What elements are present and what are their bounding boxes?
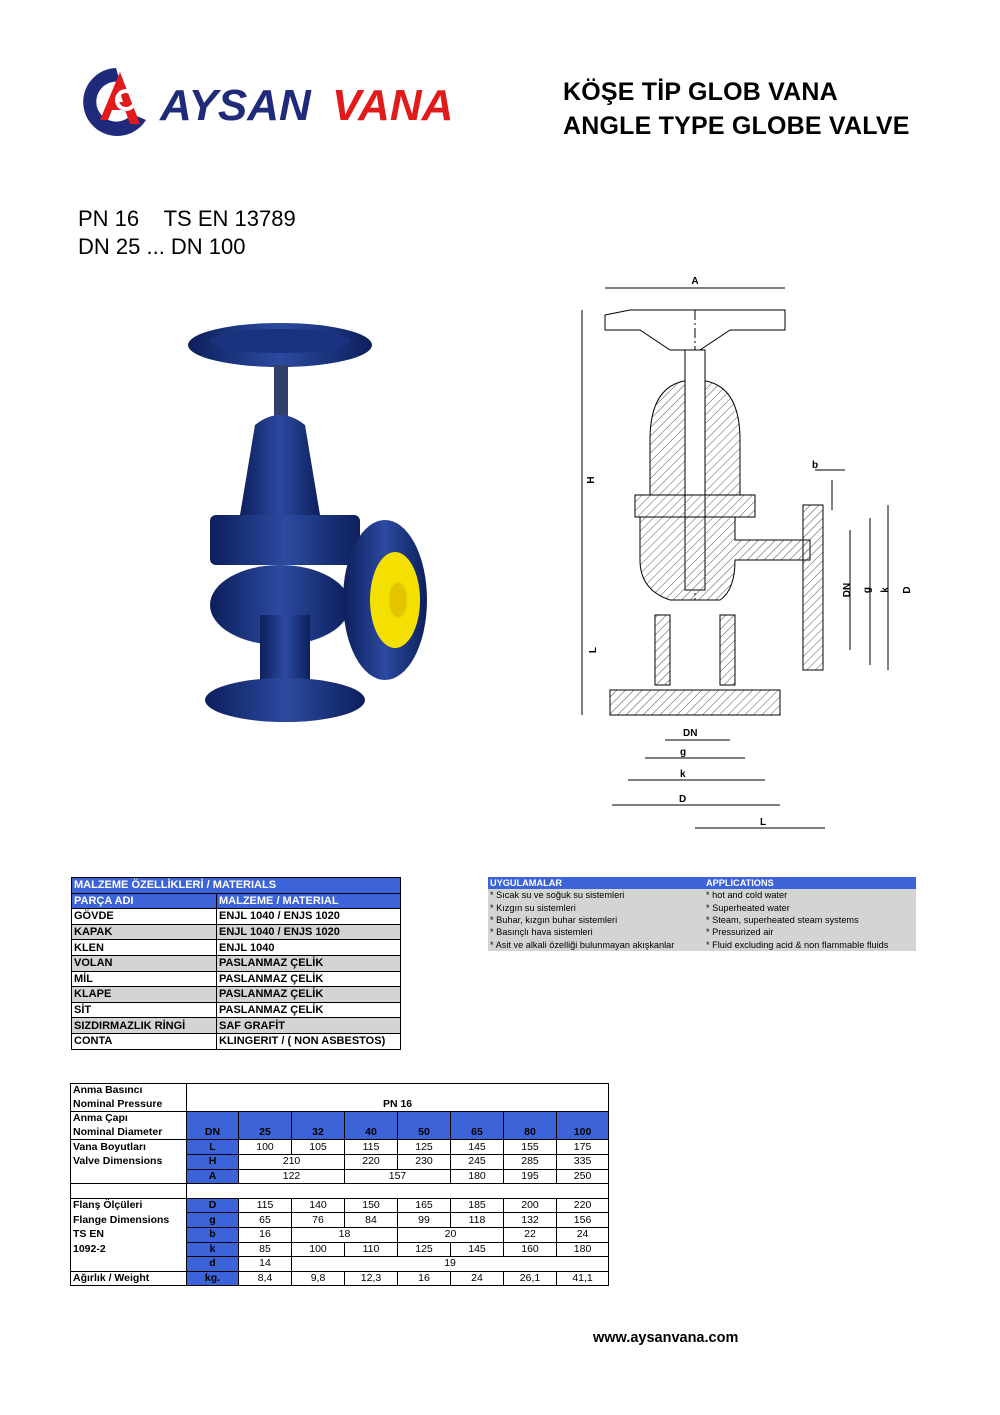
material-name: PASLANMAZ ÇELİK: [217, 955, 401, 971]
application-tr: * Kızgın su sistemleri: [488, 902, 704, 914]
table-row: [71, 1198, 609, 1213]
applications-header-tr: UYGULAMALAR: [488, 877, 704, 889]
col-part-header: PARÇA ADI: [72, 893, 217, 909]
cell: 230: [398, 1154, 451, 1169]
dn-value: 40: [345, 1112, 398, 1140]
table-row: [72, 1033, 401, 1049]
title-english: ANGLE TYPE GLOBE VALVE: [563, 112, 910, 140]
table-row: [72, 940, 401, 956]
spec-line-1: [78, 206, 296, 232]
label-L-vertical: L: [588, 646, 599, 654]
application-tr: * Sıcak su ve soğuk su sistemleri: [488, 889, 704, 901]
dn-value: 50: [398, 1112, 451, 1140]
spec-standard: TS EN 13789: [163, 206, 296, 231]
cell: 115: [345, 1140, 398, 1155]
cell: 8,4: [239, 1271, 292, 1286]
cell: 118: [451, 1213, 504, 1228]
dn-value: 32: [292, 1112, 345, 1140]
row-key: d: [187, 1257, 239, 1272]
table-row: [71, 1154, 609, 1169]
table-row: [72, 1002, 401, 1018]
dn-value: 25: [239, 1112, 292, 1140]
application-en: * Superheated water: [704, 902, 916, 914]
spec-pn: PN 16: [78, 206, 140, 231]
material-name: PASLANMAZ ÇELİK: [217, 1002, 401, 1018]
technical-drawing: [570, 270, 920, 840]
part-name: VOLAN: [72, 955, 217, 971]
title-turkish: KÖŞE TİP GLOB VANA: [563, 78, 838, 106]
material-name: ENJL 1040 / ENJS 1020: [217, 909, 401, 925]
table-row: [71, 1169, 609, 1184]
cell: 140: [292, 1198, 345, 1213]
cell: 24: [451, 1271, 504, 1286]
cell: 155: [504, 1140, 557, 1155]
part-name: KLEN: [72, 940, 217, 956]
cell: 285: [504, 1154, 557, 1169]
label-k: k: [680, 769, 686, 780]
application-tr: * Asit ve alkali özelliği bulunmayan akışkanlar: [488, 938, 704, 950]
valve-photo: [180, 315, 440, 755]
list-item: [488, 938, 916, 950]
list-item: [488, 889, 916, 901]
cell: 22: [504, 1227, 557, 1242]
cell: 20: [398, 1227, 504, 1242]
table-row: [71, 1213, 609, 1228]
dn-header: DN: [187, 1112, 239, 1140]
table-row: [71, 1084, 609, 1098]
part-name: SİT: [72, 1002, 217, 1018]
website-link[interactable]: www.aysanvana.com: [593, 1330, 739, 1346]
valve-dims-label-en: Valve Dimensions: [71, 1154, 187, 1169]
row-key: g: [187, 1213, 239, 1228]
cell: 157: [345, 1169, 451, 1184]
part-name: KLAPE: [72, 987, 217, 1003]
table-row: [72, 909, 401, 925]
cell: 105: [292, 1140, 345, 1155]
label-DN: DN: [683, 728, 698, 739]
cell: 180: [557, 1242, 609, 1257]
application-en: * Pressurized air: [704, 926, 916, 938]
label-k-vertical: k: [880, 587, 891, 593]
cell: 145: [451, 1242, 504, 1257]
cell: 150: [345, 1198, 398, 1213]
table-row: [71, 1257, 609, 1272]
cell: 175: [557, 1140, 609, 1155]
dn-value: 65: [451, 1112, 504, 1140]
row-key: H: [187, 1154, 239, 1169]
cell: 200: [504, 1198, 557, 1213]
cell: 76: [292, 1213, 345, 1228]
application-tr: * Basınçlı hava sistemleri: [488, 926, 704, 938]
label-H: H: [586, 476, 597, 484]
cell: 220: [345, 1154, 398, 1169]
flange-label-1: Flanş Ölçüleri: [71, 1198, 187, 1213]
application-en: * Steam, superheated steam systems: [704, 914, 916, 926]
cell: 85: [239, 1242, 292, 1257]
cell: 220: [557, 1198, 609, 1213]
cell: 18: [292, 1227, 398, 1242]
cell: 110: [345, 1242, 398, 1257]
list-item: [488, 914, 916, 926]
materials-header: MALZEME ÖZELLİKLERİ / MATERIALS: [72, 878, 401, 894]
cell: 12,3: [345, 1271, 398, 1286]
cell: 16: [239, 1227, 292, 1242]
dn-value: 100: [557, 1112, 609, 1140]
flange-label-4: 1092-2: [71, 1242, 187, 1257]
dn-value: 80: [504, 1112, 557, 1140]
cell: 180: [451, 1169, 504, 1184]
label-b: b: [812, 460, 819, 471]
cell: 16: [398, 1271, 451, 1286]
flange-label-2: Flange Dimensions: [71, 1213, 187, 1228]
cell: 122: [239, 1169, 345, 1184]
applications-table: [488, 877, 916, 951]
row-key: A: [187, 1169, 239, 1184]
cell: 115: [239, 1198, 292, 1213]
label-g: g: [680, 747, 687, 758]
table-row: [71, 1271, 609, 1286]
material-name: PASLANMAZ ÇELİK: [217, 987, 401, 1003]
cell: 100: [292, 1242, 345, 1257]
label-D-vertical: D: [902, 586, 913, 594]
cell: 165: [398, 1198, 451, 1213]
table-row: [72, 987, 401, 1003]
row-key: b: [187, 1227, 239, 1242]
material-name: ENJL 1040 / ENJS 1020: [217, 924, 401, 940]
cell: 65: [239, 1213, 292, 1228]
cell: 160: [504, 1242, 557, 1257]
label-DN-vertical: DN: [842, 582, 853, 598]
col-material-header: MALZEME / MATERIAL: [217, 893, 401, 909]
cell: 245: [451, 1154, 504, 1169]
table-row: [72, 1018, 401, 1034]
cell: 132: [504, 1213, 557, 1228]
dimensions-table: [70, 1083, 609, 1286]
cell: 125: [398, 1242, 451, 1257]
cell: 250: [557, 1169, 609, 1184]
pressure-label-tr: Anma Basıncı: [71, 1084, 187, 1098]
table-row: [72, 924, 401, 940]
pressure-value: PN 16: [187, 1084, 609, 1112]
diameter-label-en: Nominal Diameter: [71, 1126, 187, 1140]
table-row: [71, 1140, 609, 1155]
weight-label: Ağırlık / Weight: [71, 1271, 187, 1286]
row-key: D: [187, 1198, 239, 1213]
cell: 26,1: [504, 1271, 557, 1286]
cell: 185: [451, 1198, 504, 1213]
application-en: * Fluid excluding acid & non flammable fluids: [704, 938, 916, 950]
material-name: PASLANMAZ ÇELİK: [217, 971, 401, 987]
label-g-vertical: g: [862, 586, 873, 594]
cell: 14: [239, 1257, 292, 1272]
cell: 335: [557, 1154, 609, 1169]
material-name: ENJL 1040: [217, 940, 401, 956]
materials-table: [71, 877, 401, 1050]
row-key: k: [187, 1242, 239, 1257]
cell: 84: [345, 1213, 398, 1228]
weight-unit: kg.: [187, 1271, 239, 1286]
cell: 100: [239, 1140, 292, 1155]
table-row: [71, 1227, 609, 1242]
label-L: L: [760, 817, 767, 828]
applications-header-en: APPLICATIONS: [704, 877, 916, 889]
material-name: SAF GRAFİT: [217, 1018, 401, 1034]
cell: 24: [557, 1227, 609, 1242]
part-name: GÖVDE: [72, 909, 217, 925]
list-item: [488, 902, 916, 914]
part-name: KAPAK: [72, 924, 217, 940]
application-en: * hot and cold water: [704, 889, 916, 901]
pressure-label-en: Nominal Pressure: [71, 1098, 187, 1112]
list-item: [488, 926, 916, 938]
cell: 41,1: [557, 1271, 609, 1286]
spec-range: DN 25 ... DN 100: [78, 234, 246, 259]
valve-dims-label-tr: Vana Boyutları: [71, 1140, 187, 1155]
table-row: [72, 971, 401, 987]
table-row: [71, 1242, 609, 1257]
label-D: D: [679, 794, 687, 805]
table-row: [71, 1112, 609, 1126]
part-name: CONTA: [72, 1033, 217, 1049]
label-A: A: [691, 276, 699, 287]
cell: 210: [239, 1154, 345, 1169]
diameter-label-tr: Anma Çapı: [71, 1112, 187, 1126]
cell: 125: [398, 1140, 451, 1155]
cell: 99: [398, 1213, 451, 1228]
logo-name-part2: VANA: [332, 81, 454, 130]
material-name: KLINGERIT / ( NON ASBESTOS): [217, 1033, 401, 1049]
flange-label-3: TS EN: [71, 1227, 187, 1242]
cell: 156: [557, 1213, 609, 1228]
logo-name-part1: AYSAN: [160, 81, 311, 130]
application-tr: * Buhar, kızgın buhar sistemleri: [488, 914, 704, 926]
cell: 9,8: [292, 1271, 345, 1286]
cell: 19: [292, 1257, 609, 1272]
part-name: SIZDIRMAZLIK RİNGİ: [72, 1018, 217, 1034]
part-name: MİL: [72, 971, 217, 987]
table-row: [72, 955, 401, 971]
row-key: L: [187, 1140, 239, 1155]
cell: 195: [504, 1169, 557, 1184]
aysanvana-logo: [80, 62, 500, 142]
cell: 145: [451, 1140, 504, 1155]
